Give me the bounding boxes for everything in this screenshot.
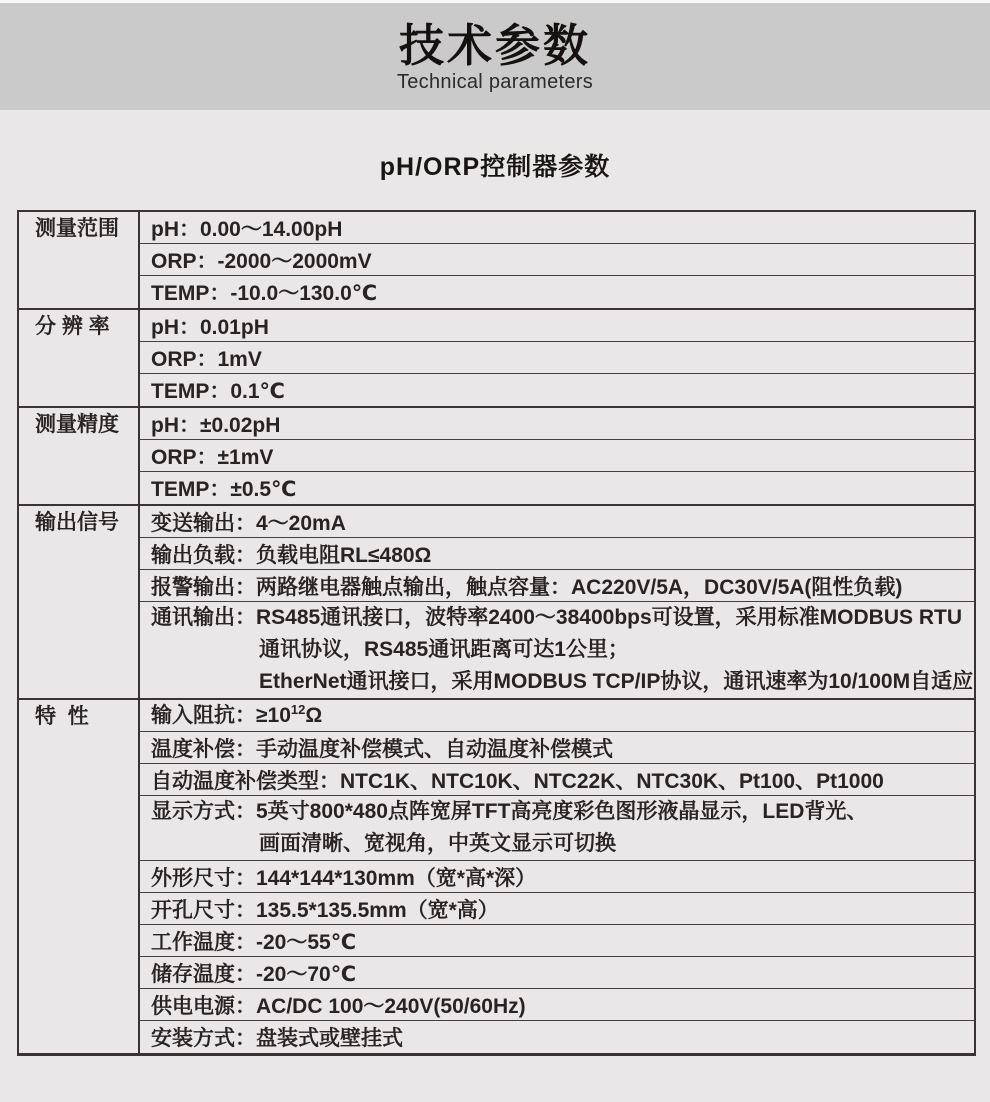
group-accuracy — [19, 408, 974, 506]
group-label-features: 特 性 — [19, 700, 140, 1053]
display-mode-line-2: 画面清晰、宽视角，中英文显示可切换 — [259, 832, 616, 855]
row-output-load: 输出负载：负载电阻RL≤480Ω — [140, 538, 974, 570]
row-mounting: 安装方式：盘装式或壁挂式 — [151, 1027, 403, 1050]
row-storage-temp: 储存温度：-20～70℃ — [140, 957, 974, 989]
section-title: pH/ORP控制器参数 — [379, 153, 611, 181]
row-display-mode — [140, 796, 974, 861]
row-temp-accuracy: TEMP：±0.5℃ — [151, 478, 297, 501]
row-orp-accuracy: ORP：±1mV — [140, 440, 974, 472]
page-title: 技术参数 — [398, 19, 591, 71]
row-input-impedance — [140, 700, 974, 732]
group-label-accuracy: 测量精度 — [19, 408, 140, 504]
spec-table — [17, 210, 976, 1056]
comm-output-line-2: 通讯协议，RS485通讯距离可达1公里； — [259, 638, 629, 661]
row-power-supply: 供电电源：AC/DC 100～240V(50/60Hz) — [140, 989, 974, 1021]
row-orp-resolution: ORP：1mV — [140, 342, 974, 374]
row-cutout-size: 开孔尺寸：135.5*135.5mm（宽*高） — [140, 893, 974, 925]
comm-output-line-3: EtherNet通讯接口，采用MODBUS TCP/IP协议，通讯速率为10/100M自适应 — [259, 670, 974, 693]
row-ph-resolution: pH：0.01pH — [140, 310, 974, 342]
group-resolution — [19, 310, 974, 408]
group-label-measure-range: 测量范围 — [19, 212, 140, 308]
row-auto-temp-comp-types: 自动温度补偿类型：NTC1K、NTC10K、NTC22K、NTC30K、Pt100、Pt1000 — [140, 764, 974, 796]
comm-output-line-1: 通讯输出：RS485通讯接口，波特率2400～38400bps可设置，采用标准MODBUS RTU — [151, 606, 962, 629]
row-dimensions: 外形尺寸：144*144*130mm（宽*高*深） — [140, 861, 974, 893]
row-comm-output — [140, 602, 974, 698]
group-values-accuracy — [140, 408, 974, 504]
group-label-resolution: 分 辨 率 — [19, 310, 140, 406]
row-ph-accuracy: pH：±0.02pH — [140, 408, 974, 440]
group-values-output-signal — [140, 506, 974, 698]
group-measure-range — [19, 212, 974, 310]
group-values-measure-range — [140, 212, 974, 308]
row-temp-resolution: TEMP：0.1℃ — [151, 380, 285, 403]
input-impedance-suffix: Ω — [305, 704, 323, 727]
header-banner — [0, 3, 990, 110]
row-ph-range: pH：0.00～14.00pH — [140, 212, 974, 244]
input-impedance-exponent: 12 — [290, 702, 306, 717]
group-values-resolution — [140, 310, 974, 406]
group-features — [19, 700, 974, 1053]
group-output-signal — [19, 506, 974, 700]
row-working-temp: 工作温度：-20～55℃ — [140, 925, 974, 957]
row-temp-compensation: 温度补偿：手动温度补偿模式、自动温度补偿模式 — [140, 732, 974, 764]
group-label-output-signal: 输出信号 — [19, 506, 140, 698]
group-values-features — [140, 700, 974, 1053]
page-subtitle: Technical parameters — [396, 71, 594, 94]
row-temp-range: TEMP：-10.0～130.0℃ — [151, 282, 378, 305]
display-mode-line-1: 显示方式：5英寸800*480点阵宽屏TFT高亮度彩色图形液晶显示，LED背光、 — [151, 800, 868, 823]
input-impedance-prefix: 输入阻抗：≥10 — [151, 704, 291, 727]
row-orp-range: ORP：-2000～2000mV — [140, 244, 974, 276]
row-alarm-output: 报警输出：两路继电器触点输出，触点容量：AC220V/5A，DC30V/5A(阻性负载) — [140, 570, 974, 602]
row-transmit-output: 变送输出：4～20mA — [140, 506, 974, 538]
